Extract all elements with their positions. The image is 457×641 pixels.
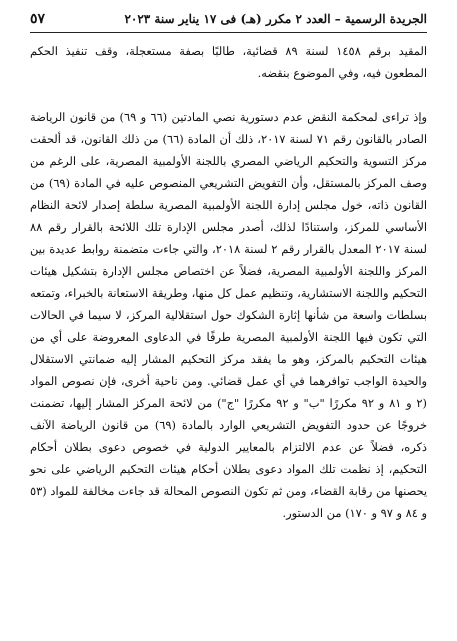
page-header: [30, 6, 427, 33]
document-body: [30, 40, 427, 524]
paragraph-2: وإذ تراءى لمحكمة النقض عدم دستورية نصي المادتين (٦٦ و ٦٩) من قانون الرياضة الصادر بالقانون رقم ٧١ لسنة ٢٠١٧، ذلك أن المادة (٦٦) من ذلك القانون، قد ألحقت مركز التسوية والتحكيم الرياضي المصري باللجنة الأولمبية المصرية، على الرغم من وصف المركز بالمستقل، وأن التفويض التشريعي المنصوص عليه في المادة (٦٩) من القانون ذاته، خول مجلس إدارة اللجنة الأولمبية المصرية سلطة إصدار لائحة النظام الأساسي للمركز، واستنادًا لذلك، أصدر مجلس الإدارة تلك اللائحة بالقرار رقم ٨٨ لسنة ٢٠١٧ المعدل بالقرار رقم ٢ لسنة ٢٠١٨، والتي جاءت متضمنة روابط عديدة بين المركز واللجنة الأولمبية المصرية، فضلاً عن اختصاص مجلس الإدارة بتشكيل هيئات التحكيم واللجنة الاستشارية، وتنظيم عمل كل منها، وطريقة الاستعانة بالخبراء، وتمتعه بسلطات واسعة من شأنها إثارة الشكوك حول استقلالية المركز، لا سيما في الحالات التي تكون فيها اللجنة الأولمبية المصرية طرفًا في الدعاوى المعروضة على أي من هيئات التحكيم بالمركز، وهو ما يفقد مركز التحكيم المشار إليه ضمانتي الاستقلال والحيدة الواجب توافرهما في أي عمل قضائي. ومن ناحية أخرى، فإن نصوص المواد (٢ و ٨١ و ٩٢ مكررًا "ب" و ٩٢ مكررًا "ج") من لائحة المركز المشار إليها، تضمنت خروجًا عن حدود التفويض التشريعي الوارد بالمادة (٦٩) من قانون الرياضة الآنف ذكره، فضلاً عن عدم الالتزام بالمعايير الدولية في خصوص دعوى بطلان أحكام التحكيم، إذ نظمت تلك المواد دعوى بطلان أحكام هيئات التحكيم الرياضي على نحو يحصنها من رقابة القضاء، ومن ثم تكون النصوص المحالة قد جاءت مخالفة للمواد (٥٣ و ٨٤ و ٩٧ و ١٧٠) من الدستور.: [30, 110, 427, 520]
page-number: ٥٧: [30, 11, 46, 27]
paragraph-1: المقيد برقم ١٤٥٨ لسنة ٨٩ قضائية، طالبًا بصفة مستعجلة، وقف تنفيذ الحكم المطعون فيه، وفي الموضوع بنقضه.: [30, 44, 427, 80]
running-title: الجريدة الرسمية – العدد ٢ مكرر (هـ) فى ١٧ يناير سنة ٢٠٢٣: [124, 12, 427, 26]
